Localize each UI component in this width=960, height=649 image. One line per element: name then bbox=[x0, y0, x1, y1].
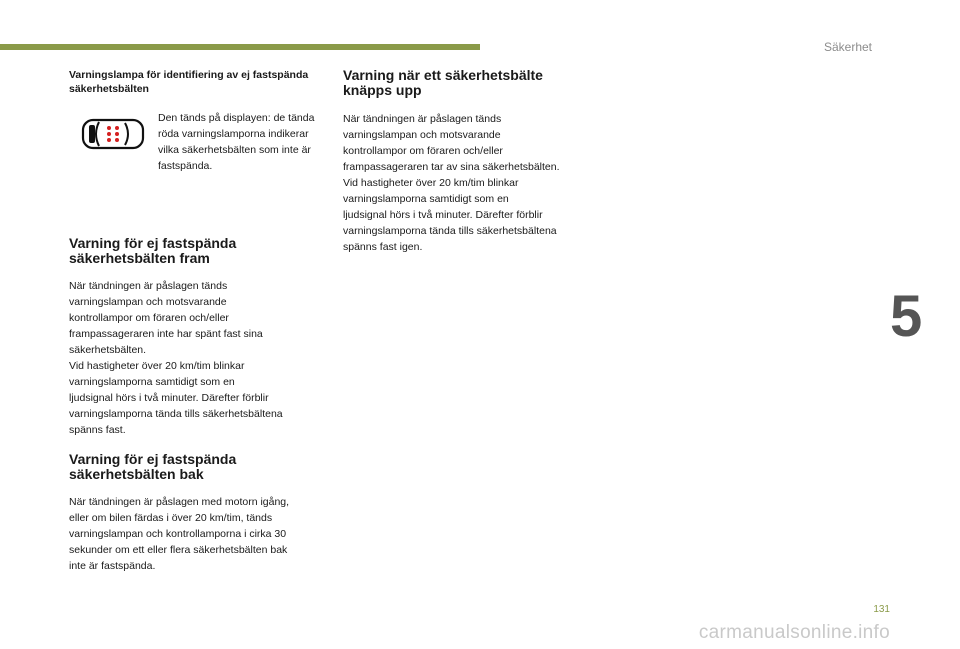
paragraph-line: När tändningen är påslagen tänds bbox=[69, 280, 228, 292]
paragraph-line: kontrollampor om föraren och/eller bbox=[69, 312, 229, 324]
seatbelt-warning-car-icon bbox=[81, 118, 145, 150]
paragraph-line: inte är fastspända. bbox=[69, 560, 156, 572]
lamp-description: Den tänds på displayen: de tända röda varningslamporna indikerar vilka säkerhetsbälten som inte är fastspända. bbox=[158, 112, 315, 172]
top-accent-bar bbox=[0, 44, 480, 50]
unbuckle-paragraph bbox=[343, 111, 599, 255]
paragraph-line: När tändningen är påslagen tänds bbox=[343, 113, 502, 125]
paragraph-line: Vid hastigheter över 20 km/tim blinkar bbox=[343, 177, 519, 189]
paragraph-line: varningslamporna samtidigt som en bbox=[343, 193, 509, 205]
paragraph-line: spänns fast igen. bbox=[343, 241, 423, 253]
paragraph-line: frampassageraren tar av sina säkerhetsbälten. bbox=[343, 161, 560, 173]
paragraph-line: varningslamporna tända tills säkerhetsbältena bbox=[343, 225, 557, 237]
paragraph-line: Vid hastigheter över 20 km/tim blinkar bbox=[69, 360, 245, 372]
paragraph-line: varningslampan och motsvarande bbox=[343, 129, 501, 141]
lamp-row bbox=[69, 110, 325, 218]
heading-line: säkerhetsbälten fram bbox=[69, 250, 210, 266]
rear-belts-paragraph bbox=[69, 494, 325, 574]
paragraph-line: ljudsignal hörs i två minuter. Därefter förblir bbox=[343, 209, 543, 221]
rear-belts-heading bbox=[69, 452, 325, 482]
front-belts-paragraph bbox=[69, 278, 325, 438]
paragraph-line: varningslampan och kontrollamporna i cirka 30 bbox=[69, 528, 287, 540]
right-column bbox=[343, 68, 599, 255]
left-column bbox=[69, 68, 325, 574]
heading-line: Varning för ej fastspända bbox=[69, 451, 237, 467]
paragraph-line: varningslamporna samtidigt som en bbox=[69, 376, 235, 388]
heading-line: Varning för ej fastspända bbox=[69, 235, 237, 251]
paragraph-line: säkerhetsbälten. bbox=[69, 344, 147, 356]
section-title: Säkerhet bbox=[823, 40, 872, 54]
page-number: 131 bbox=[873, 604, 890, 615]
front-belts-heading bbox=[69, 236, 325, 266]
paragraph-line: ljudsignal hörs i två minuter. Därefter förblir bbox=[69, 392, 269, 404]
heading-line: säkerhetsbälten bak bbox=[69, 466, 204, 482]
chapter-number: 5 bbox=[890, 284, 923, 349]
paragraph-line: eller om bilen färdas i över 20 km/tim, tänds bbox=[69, 512, 273, 524]
paragraph-line: spänns fast. bbox=[69, 424, 126, 436]
watermark: carmanualsonline.info bbox=[698, 622, 890, 643]
heading-line: Varning när ett säkerhetsbälte bbox=[343, 67, 543, 83]
heading-line: knäpps upp bbox=[343, 82, 422, 98]
paragraph-line: varningslamporna tända tills säkerhetsbältena bbox=[69, 408, 283, 420]
paragraph-line: frampassageraren inte har spänt fast sina bbox=[69, 328, 263, 340]
paragraph-line: varningslampan och motsvarande bbox=[69, 296, 227, 308]
paragraph-line: sekunder om ett eller flera säkerhetsbälten bak bbox=[69, 544, 288, 556]
paragraph-line: När tändningen är påslagen med motorn igång, bbox=[69, 496, 290, 508]
paragraph-line: kontrollampor om föraren och/eller bbox=[343, 145, 503, 157]
unbuckle-heading bbox=[343, 68, 599, 98]
lamp-heading: Varningslampa för identifiering av ej fastspända säkerhetsbälten bbox=[69, 69, 309, 95]
